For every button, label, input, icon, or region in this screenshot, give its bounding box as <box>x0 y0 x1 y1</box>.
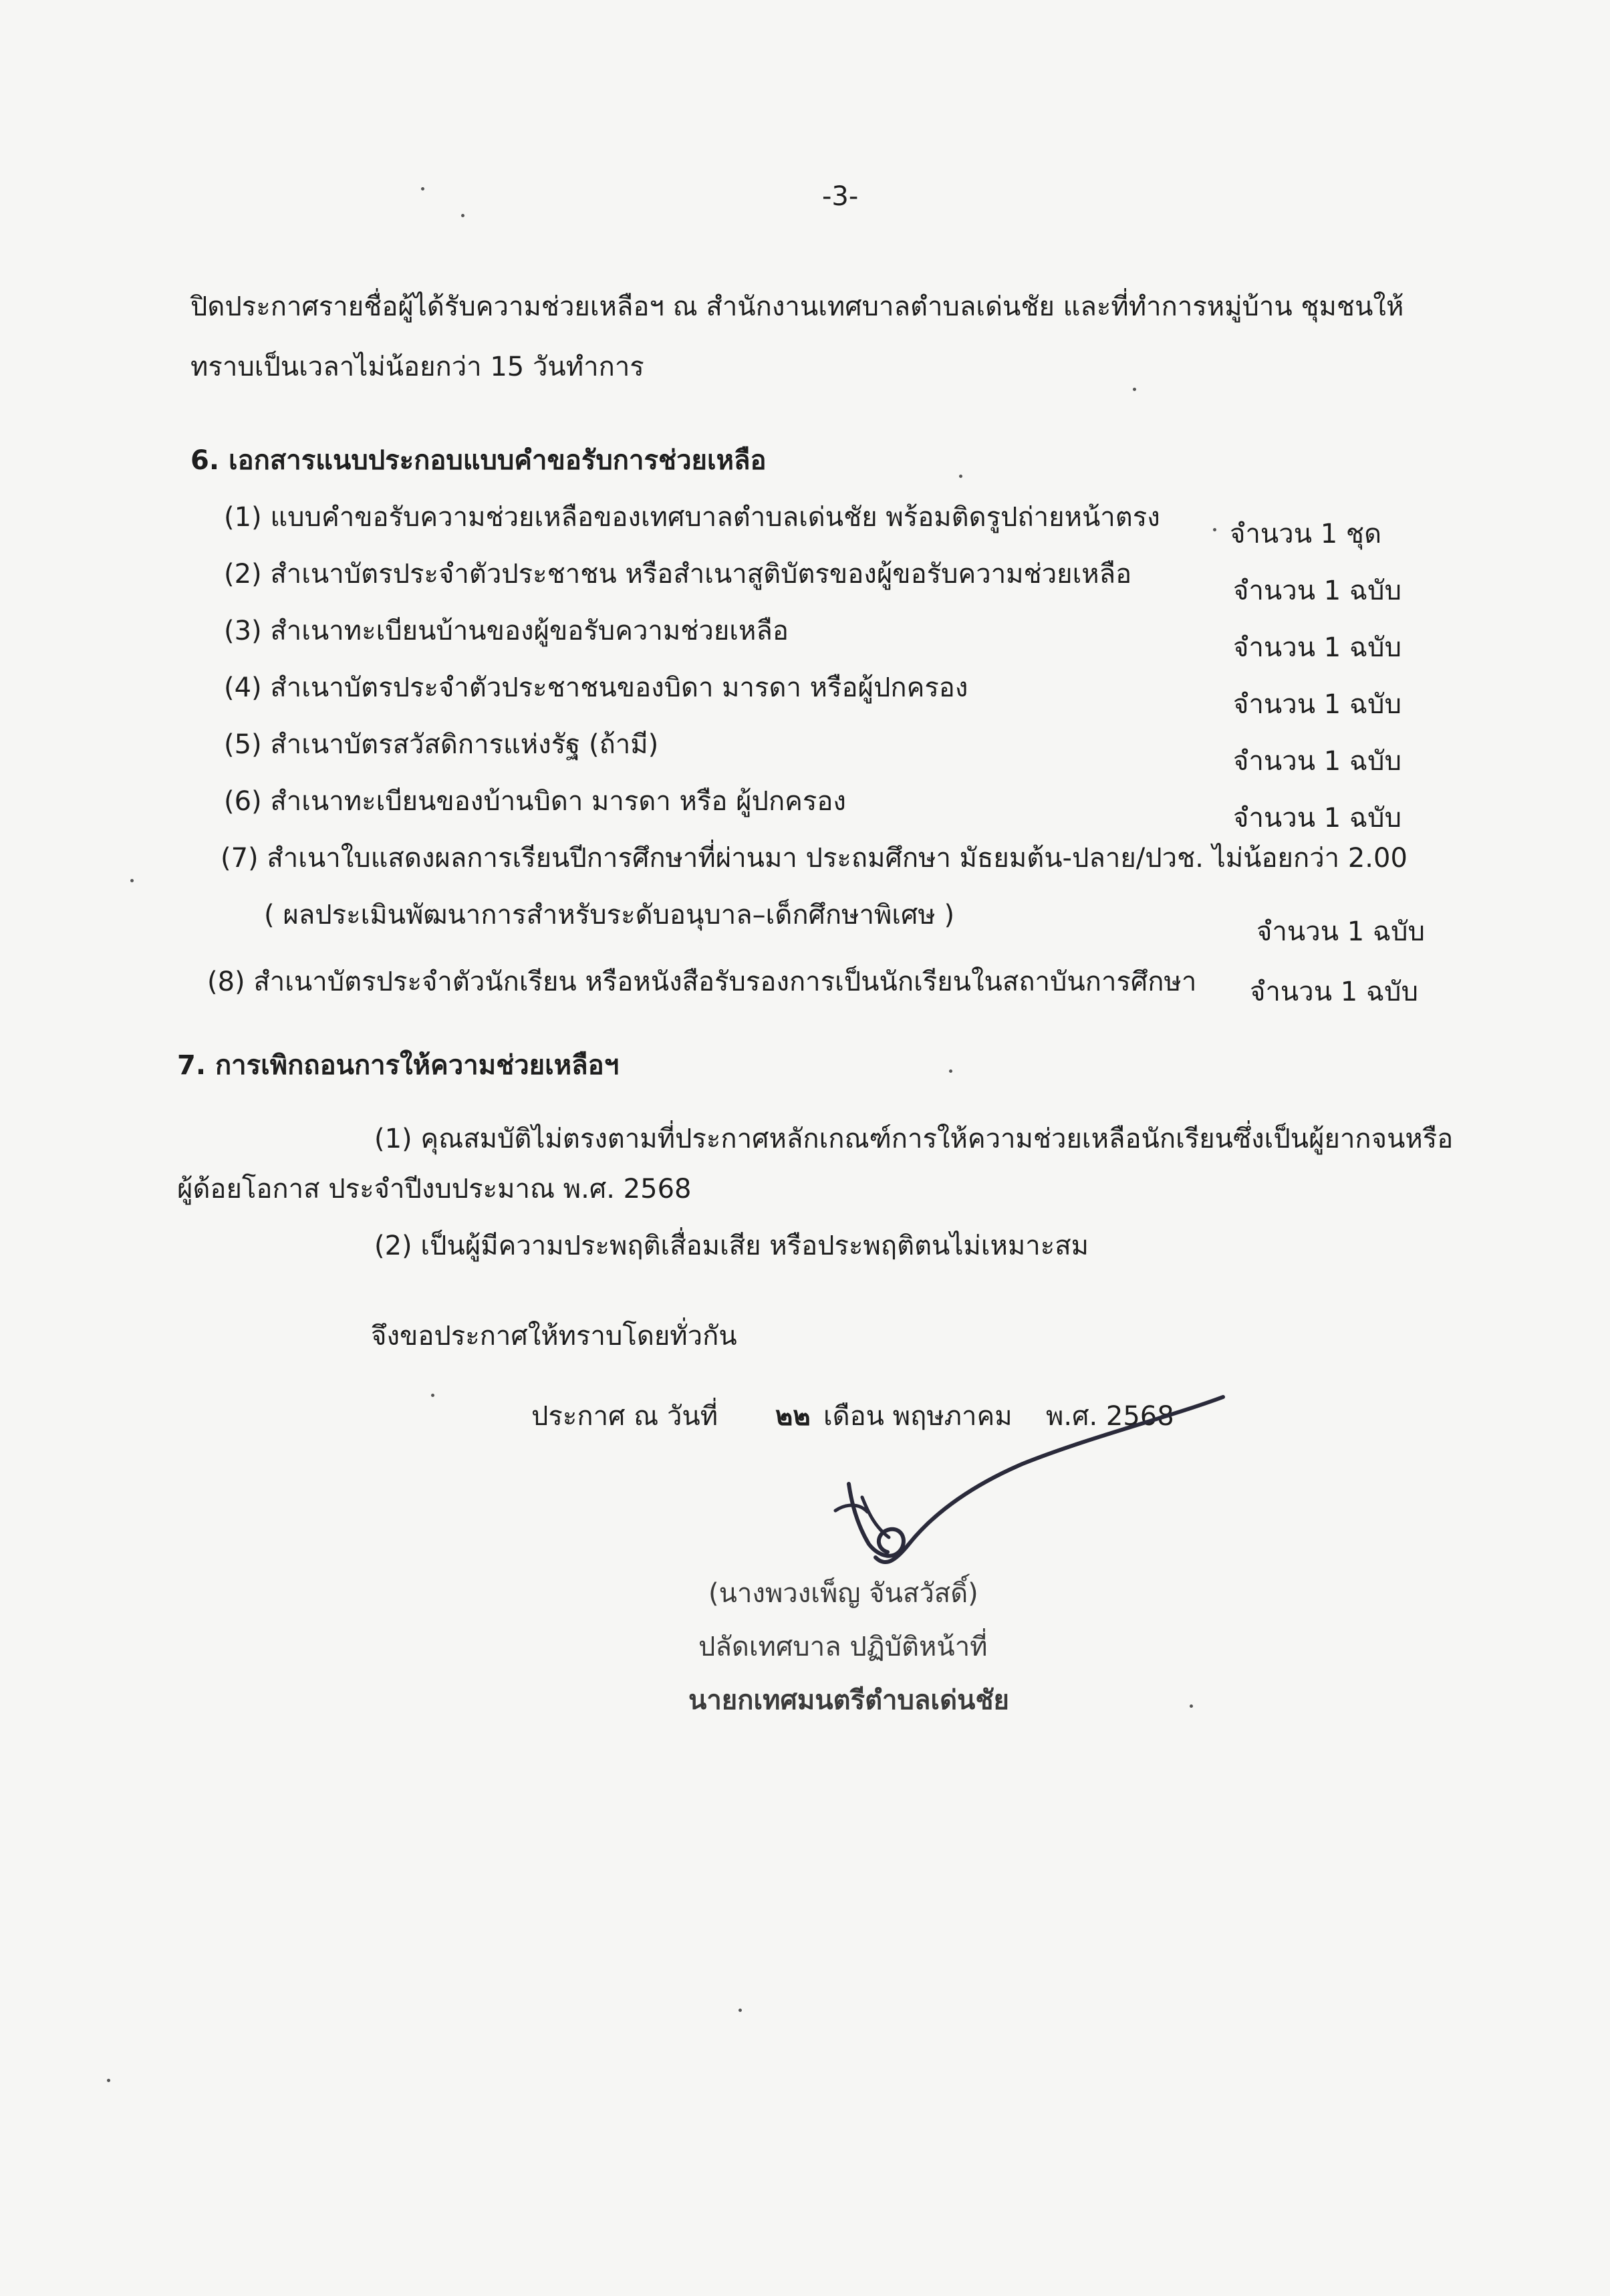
scan-speck <box>130 879 134 882</box>
section-6-item-6-qty: จำนวน 1 ฉบับ <box>1233 803 1401 834</box>
signatory-position-1: ปลัดเทศบาล ปฏิบัติหน้าที่ <box>698 1632 988 1662</box>
section-6-item-3-qty: จำนวน 1 ฉบับ <box>1233 632 1401 663</box>
section-6-item-2-qty: จำนวน 1 ฉบับ <box>1233 576 1401 606</box>
section-6-item-6: (6) สำเนาทะเบียนของบ้านบิดา มารดา หรือ ผู้ปกครอง <box>224 786 846 817</box>
intro-line-1: ปิดประกาศรายชื่อผู้ได้รับความช่วยเหลือฯ ณ สำนักงานเทศบาลตำบลเด่นชัย และที่ทำการหมู่บ้าน ชุมชนให้ <box>190 291 1404 322</box>
section-6-item-3: (3) สำเนาทะเบียนบ้านของผู้ขอรับความช่วยเหลือ <box>224 616 789 646</box>
scan-speck <box>739 2009 742 2012</box>
scan-speck <box>959 475 962 478</box>
section-7-item-2: (2) เป็นผู้มีความประพฤติเสื่อมเสีย หรือประพฤติตนไม่เหมาะสม <box>374 1231 1089 1261</box>
signatory-position-2: นายกเทศมนตรีตำบลเด่นชัย <box>688 1685 1009 1716</box>
section-6-item-1-qty: จำนวน 1 ชุด <box>1230 519 1382 549</box>
section-6-item-7-qty: จำนวน 1 ฉบับ <box>1256 916 1425 947</box>
announcement-year: พ.ศ. 2568 <box>1046 1401 1174 1432</box>
section-6-heading: 6. เอกสารแนบประกอบแบบคำขอรับการช่วยเหลือ <box>190 445 767 476</box>
section-6-item-7-line-1: (7) สำเนาใบแสดงผลการเรียนปีการศึกษาที่ผ่านมา ประถมศึกษา มัธยมต้น-ปลาย/ปวช. ไม่น้อยกว่า 2.00 <box>221 843 1407 874</box>
section-6-item-8: (8) สำเนาบัตรประจำตัวนักเรียน หรือหนังสือรับรองการเป็นนักเรียนในสถาบันการศึกษา <box>207 967 1197 997</box>
signatory-name: (นางพวงเพ็ญ จันสวัสดิ์) <box>708 1578 978 1609</box>
announcement-day: ๒๒ <box>775 1401 811 1432</box>
section-6-item-5: (5) สำเนาบัตรสวัสดิการแห่งรัฐ (ถ้ามี) <box>224 729 659 760</box>
section-7-item-1-line-2: ผู้ด้อยโอกาส ประจำปีงบประมาณ พ.ศ. 2568 <box>177 1174 692 1204</box>
section-6-item-8-qty: จำนวน 1 ฉบับ <box>1250 977 1418 1007</box>
handwritten-signature <box>822 1390 1236 1591</box>
scan-speck <box>461 214 464 217</box>
scan-speck <box>1133 388 1136 391</box>
section-7-heading: 7. การเพิกถอนการให้ความช่วยเหลือฯ <box>177 1050 620 1081</box>
closing-statement: จึงขอประกาศให้ทราบโดยทั่วกัน <box>371 1321 737 1352</box>
section-7-item-1-line-1: (1) คุณสมบัติไม่ตรงตามที่ประกาศหลักเกณฑ์การให้ความช่วยเหลือนักเรียนซึ่งเป็นผู้ยากจนหรือ <box>374 1124 1454 1154</box>
section-6-item-2: (2) สำเนาบัตรประจำตัวประชาชน หรือสำเนาสูติบัตรของผู้ขอรับความช่วยเหลือ <box>224 559 1132 590</box>
intro-line-2: ทราบเป็นเวลาไม่น้อยกว่า 15 วันทำการ <box>190 352 644 382</box>
scan-speck <box>421 187 424 190</box>
scan-speck <box>431 1394 434 1397</box>
section-6-item-4: (4) สำเนาบัตรประจำตัวประชาชนของบิดา มารดา หรือผู้ปกครอง <box>224 672 968 703</box>
scan-speck <box>107 2079 110 2082</box>
page-number: -3- <box>822 181 859 212</box>
scan-speck <box>949 1069 952 1073</box>
section-6-item-4-qty: จำนวน 1 ฉบับ <box>1233 689 1401 720</box>
section-6-item-1: (1) แบบคำขอรับความช่วยเหลือของเทศบาลตำบลเด่นชัย พร้อมติดรูปถ่ายหน้าตรง <box>224 502 1160 533</box>
announcement-date-prefix: ประกาศ ณ วันที่ <box>531 1401 718 1432</box>
scan-speck <box>1190 1704 1193 1708</box>
section-6-item-5-qty: จำนวน 1 ฉบับ <box>1233 746 1401 777</box>
announcement-month: เดือน พฤษภาคม <box>823 1401 1013 1432</box>
scan-speck <box>1213 528 1216 531</box>
section-6-item-7-line-2: ( ผลประเมินพัฒนาการสำหรับระดับอนุบาล–เด็กศึกษาพิเศษ ) <box>264 900 955 930</box>
